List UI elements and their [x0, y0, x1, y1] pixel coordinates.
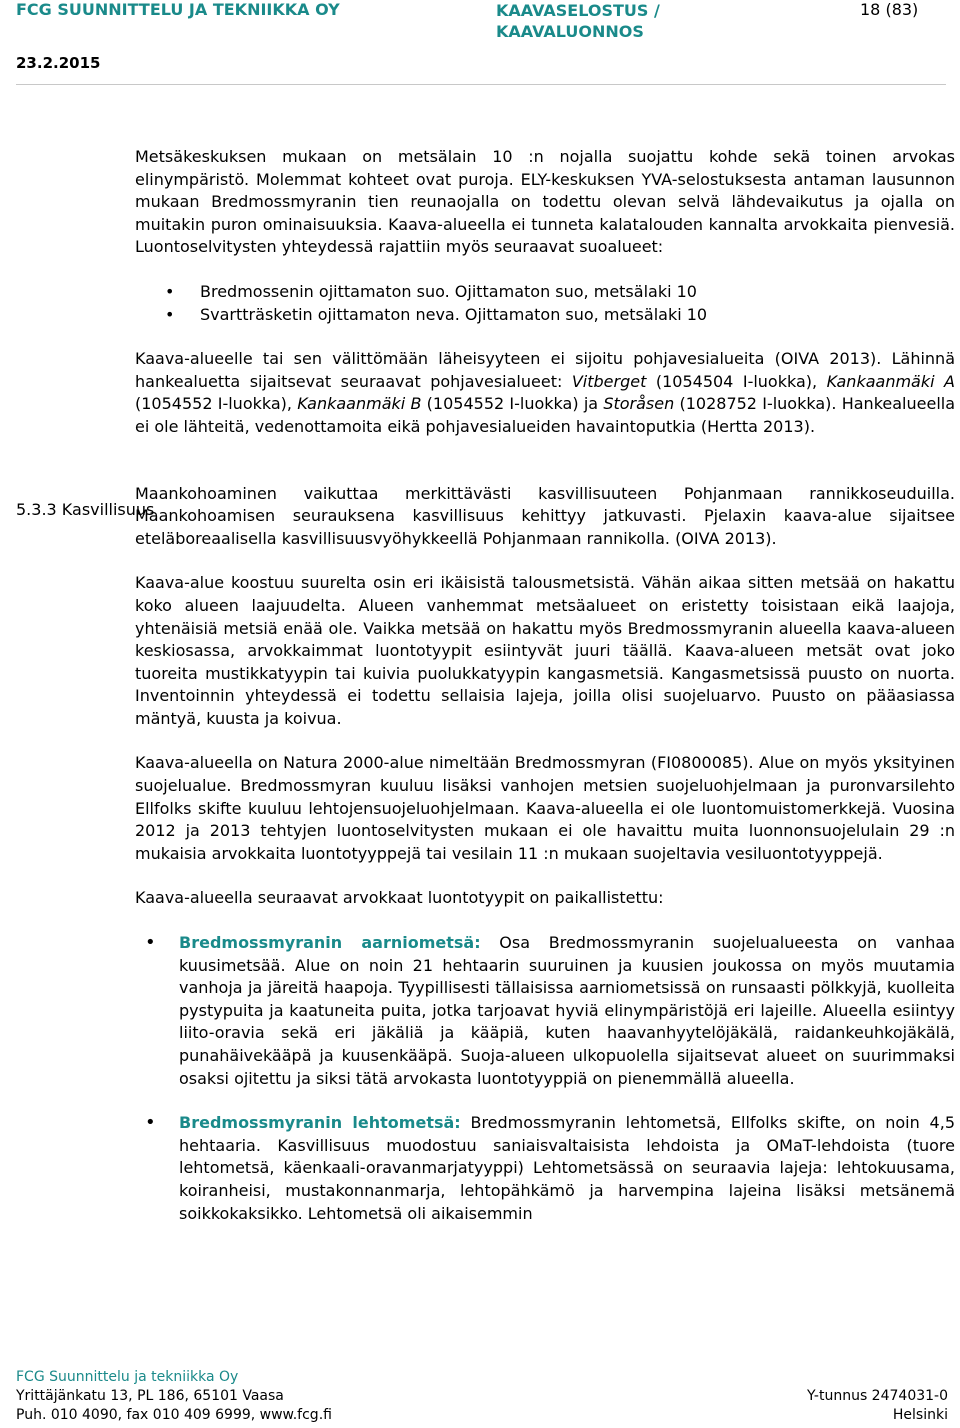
- page-header: [0, 0, 960, 80]
- paragraph-groundwater: [135, 348, 955, 438]
- page-footer: [16, 1368, 948, 1425]
- habitat-list: [135, 932, 955, 1225]
- habitat-name: Bredmossmyranin lehtometsä:: [179, 1113, 461, 1133]
- document-body: [135, 146, 955, 1225]
- page-number: 18 (83): [860, 0, 919, 19]
- area-name: Kankaanmäki B: [297, 394, 422, 414]
- mire-list: [135, 281, 955, 326]
- text-run: (1054552 I-luokka),: [135, 394, 298, 414]
- paragraph-natura: Kaava-alueella on Natura 2000-alue nimeltään Bredmossmyran (FI0800085). Alue on myös yksityinen suojelualue. Bredmossmyran kuuluu lisäksi vanhojen metsien suojeluohjelmaan ja puronvarsilehto Ellfolks skifte kuuluu lehtojensuojeluohjelmaan. Kaava-alueella ei ole luontomuistomerkkejä. Vuosina 2012 ja 2013 tehtyjen luontoselvitysten mukaan ei ole havaittu muita luonnonsuojelulain 29 :n mukaisia arvokkaita luontotyyppejä tai vesilain 11 :n mukaan suojeltavia vesiluontotyyppejä.: [135, 753, 955, 863]
- header-company: FCG SUUNNITTELU JA TEKNIIKKA OY: [16, 0, 340, 19]
- text-run: (1028752 I-luokka). Hankealueella ei ole lähteitä, vedenottamoita eikä pohjavesialueiden havaintoputkia (Hertta 2013).: [135, 394, 956, 436]
- section-heading: 5.3.3 Kasvillisuus: [16, 500, 155, 519]
- area-name: Kankaanmäki A: [826, 371, 955, 391]
- habitat-description: Osa Bredmossmyranin suojelualueesta on vanhaa kuusimetsää. Alue on noin 21 hehtaarin suuruinen ja kuusien joukossa on myös muutamia vanhoja ja järeitä haapoja. Tyypillisesti tällaisissa aarniometsissä on runsaasti pölkkyjä, kuolleita pystypuita ja kaatuneita puita, jotka tarjoavat hyviä elinympäristöjä eri lajeille. Alueella esiintyy liito-oravia sekä eri jäkäliä ja kääpiä, kuten haavanhyytelöjäkälä, raidankeuhkojäkälä, punahäivekääpä ja kuusenkääpä. Suoja-alueen ulkopuolella sijaitsevat alueet on suurimmaksi osaksi ojitettu ja siksi tätä arvokasta luontotyyppiä on pienemmällä alueella.: [179, 933, 955, 1088]
- list-item: [135, 932, 955, 1090]
- footer-city: Helsinki: [892, 1407, 948, 1423]
- list-item: • Bredmossenin ojittamaton suo. Ojittamaton suo, metsälaki 10: [135, 281, 955, 304]
- footer-address: [16, 1387, 948, 1406]
- area-name: Vitberget: [571, 371, 647, 391]
- business-id: Y-tunnus 2474031-0: [807, 1388, 948, 1404]
- footer-company: FCG Suunnittelu ja tekniikka Oy: [16, 1369, 239, 1385]
- paragraph-brooks: Metsäkeskuksen mukaan on metsälain 10 :n nojalla suojattu kohde sekä toinen arvokas elinympäristö. Molemmat kohteet ovat puroja. ELY-keskuksen YVA-selostuksesta antaman lausunnon mukaan Bredmossmyranin tien reunaojalla on todettu olevan selvä lähdevaikutus ja ojalla on muitakin puron ominaisuuksia. Kaava-alueella ei tunneta kalatalouden kannalta arvokkaita pienvesiä. Luontoselvitysten yhteydessä rajattiin myös seuraavat suoalueet:: [135, 147, 955, 257]
- header-divider: [16, 84, 946, 85]
- list-item: • Svartträsketin ojittamaton neva. Ojittamaton suo, metsälaki 10: [135, 304, 955, 327]
- paragraph-land-uplift: Maankohoaminen vaikuttaa merkittävästi kasvillisuuteen Pohjanmaan rannikkoseuduilla. Maankohoamisen seurauksena kasvillisuus kehittyy jatkuvasti. Pjelaxin kaava-alue sijaitsee eteläboreaalisella kasvillisuusvyöhykkeellä Pohjanmaan rannikolla. (OIVA 2013).: [135, 483, 955, 548]
- header-date: 23.2.2015: [16, 54, 101, 72]
- paragraph-forests: Kaava-alue koostuu suurelta osin eri ikäisistä talousmetsistä. Vähän aikaa sitten metsää on hakattu koko alueen laajuudelta. Alueen vanhemmat metsäalueet on eristetty toisistaan eikä laajoja, yhtenäisiä metsiä enää ole. Vaikka metsää on hakattu myös Bredmossmyranin alueella kaava-alueen keskiosassa, arvokkaimmat luontotyypit esiintyvät juuri täällä. Kaava-alueen metsät ovat joko tuoreita mustikkatyypin tai kuivia puolukkatyypin kangasmetsiä. Kangasmetsissä puusto on nuorta. Inventoinnin yhteydessä ei todettu sellaisia lajeja, joilla olisi suojeluarvo. Puusto on pääasiassa mäntyä, kuusta ja koivua.: [135, 573, 955, 728]
- list-item: [135, 1112, 955, 1225]
- area-name: Storåsen: [603, 394, 675, 414]
- header-title: KAAVASELOSTUS / KAAVALUONNOS: [496, 1, 660, 41]
- habitat-description: Bredmossmyranin lehtometsä, Ellfolks skifte, on noin 4,5 hehtaaria. Kasvillisuus muodostuu saniaisvaltaisista lehdoista ja OMaT-lehdoista (tuore lehtometsä, käenkaali-oravanmarjatyyppi) Lehtometsässä on seuraavia lajeja: lehtokuusama, koiranheisi, mustakonnanmarja, lehtopähkämö ja harvempina lajeina lisäksi metsänemä soikkokaksikko. Lehtometsä oli aikaisemmin: [179, 1113, 955, 1223]
- text-run: (1054504 I-luokka),: [646, 371, 827, 391]
- habitat-name: Bredmossmyranin aarniometsä:: [179, 933, 481, 953]
- paragraph-habitats-intro: Kaava-alueella seuraavat arvokkaat luontotyypit on paikallistettu:: [135, 888, 664, 908]
- text-run: Kaava-alueelle tai sen välittömään läheisyyteen ei sijoitu pohjavesialueita (OIVA 2013). Lähinnä hankealuetta sijaitsevat seuraavat pohjavesialueet:: [135, 349, 955, 391]
- footer-contact: [16, 1406, 948, 1425]
- address-text: Yrittäjänkatu 13, PL 186, 65101 Vaasa: [16, 1388, 284, 1404]
- text-run: (1054552 I-luokka) ja: [421, 394, 604, 414]
- contact-text: Puh. 010 4090, fax 010 409 6999, www.fcg.fi: [16, 1407, 332, 1423]
